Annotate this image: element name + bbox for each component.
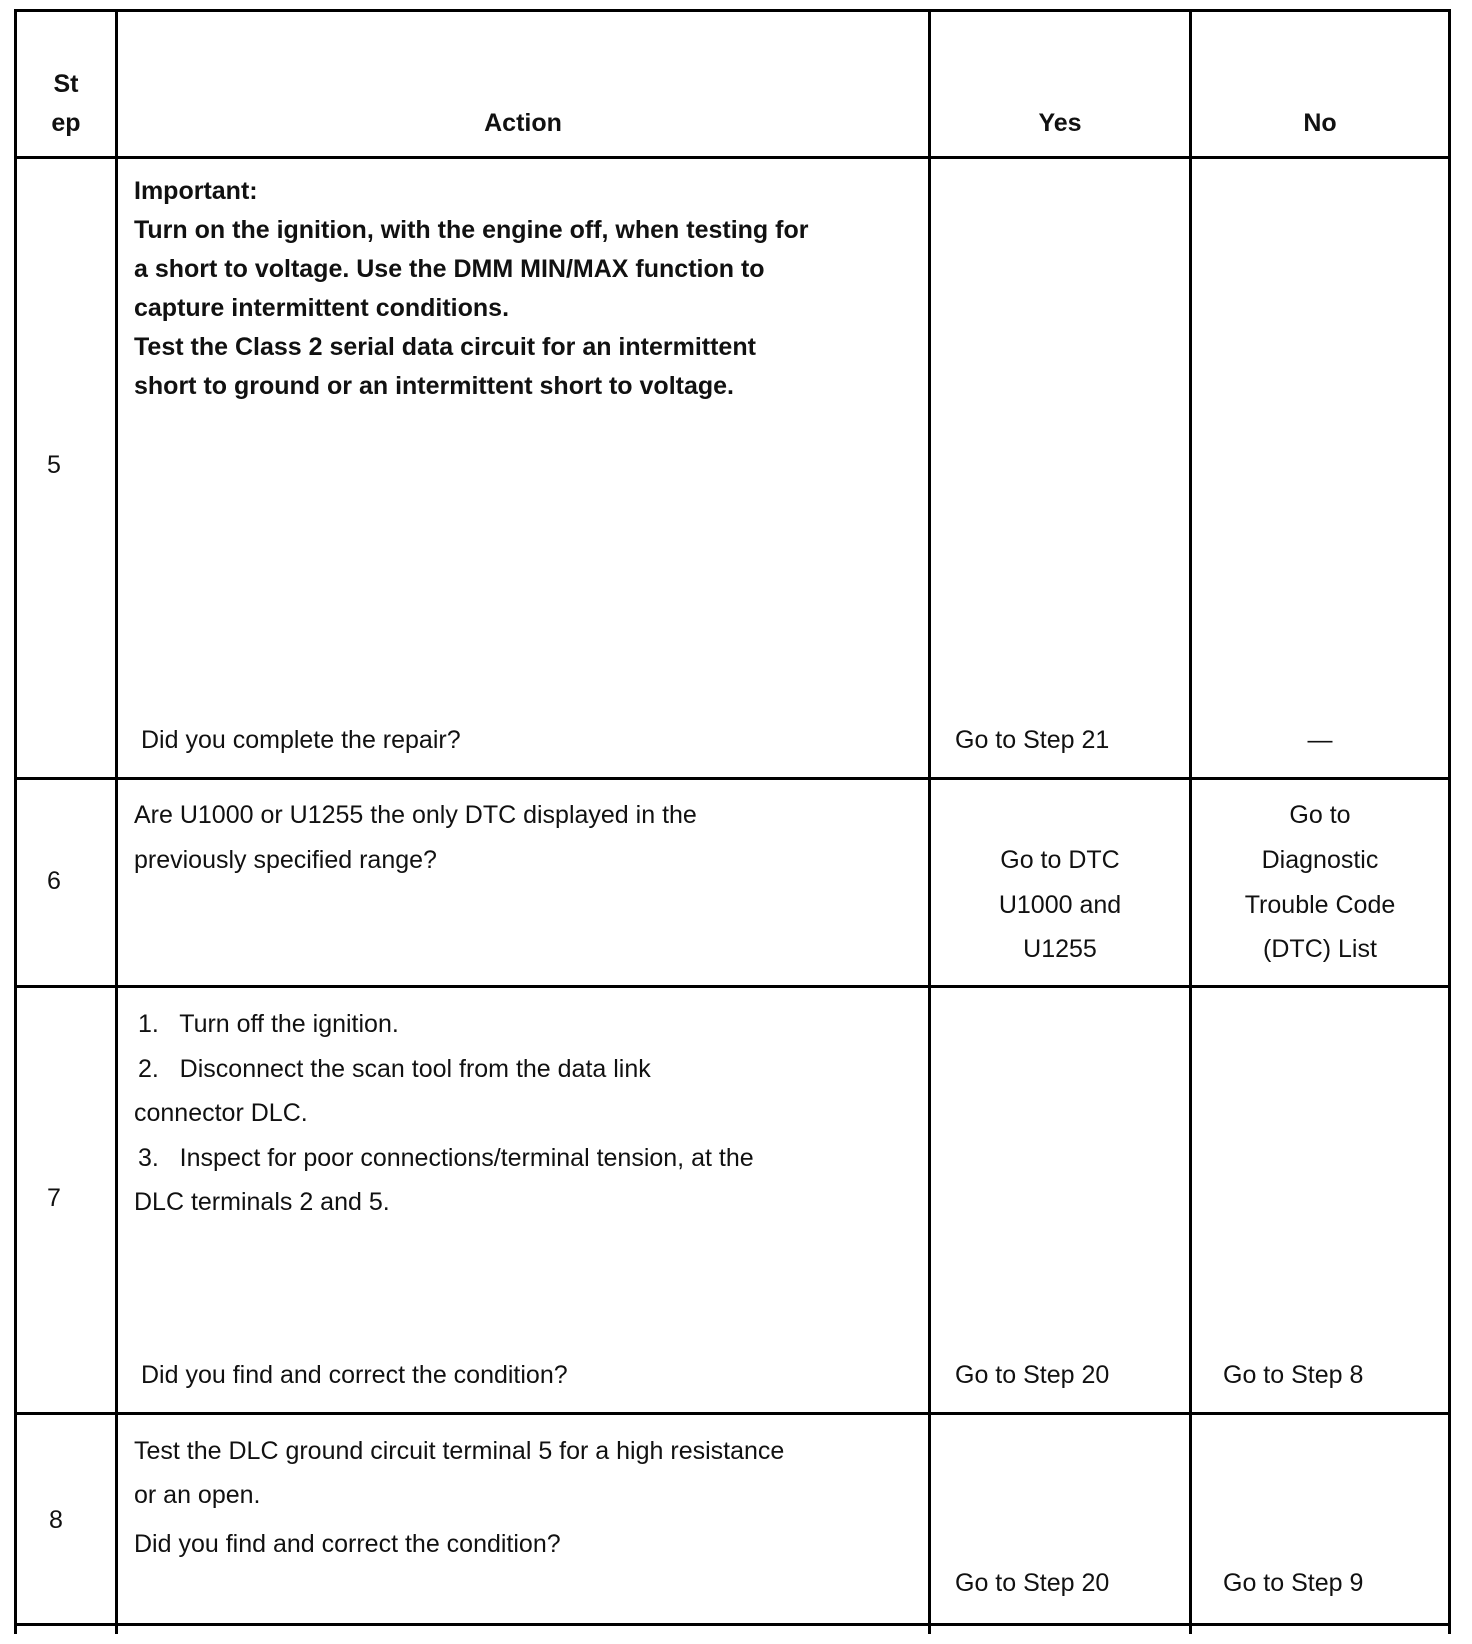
action-line: Test the Class 2 serial data circuit for an intermittent (134, 333, 756, 361)
column-divider-step-action (115, 9, 118, 1634)
action-line: 2. Disconnect the scan tool from the data link (138, 1055, 651, 1083)
no-result: — (1307, 726, 1333, 754)
action-line: capture intermittent conditions. (134, 294, 510, 322)
action-line: Turn on the ignition, with the engine off, when testing for (134, 216, 809, 244)
header-step-line1: St (53, 70, 79, 98)
row-divider-5-6 (14, 777, 1451, 780)
yes-result-line: U1000 and (998, 891, 1122, 919)
action-line: 3. Inspect for poor connections/terminal tension, at the (138, 1144, 754, 1172)
action-line: Test the DLC ground circuit terminal 5 for a high resistance (134, 1437, 785, 1465)
action-line: or an open. (134, 1481, 261, 1509)
action-line: connector DLC. (134, 1099, 308, 1127)
column-divider-action-yes (928, 9, 931, 1634)
action-line: short to ground or an intermittent short to voltage. (134, 372, 734, 400)
table-border-right (1448, 9, 1451, 1634)
action-question: Did you complete the repair? (141, 726, 461, 754)
yes-result-line: Go to DTC (1000, 846, 1120, 874)
header-no: No (1303, 109, 1337, 137)
yes-result: Go to Step 20 (955, 1569, 1110, 1597)
no-result: Go to Step 8 (1223, 1361, 1364, 1389)
action-question: Did you find and correct the condition? (141, 1361, 568, 1389)
header-yes: Yes (1038, 109, 1082, 137)
no-result-line: Trouble Code (1244, 891, 1396, 919)
row-divider-6-7 (14, 985, 1451, 988)
action-question: Did you find and correct the condition? (134, 1530, 561, 1558)
action-line: previously specified range? (134, 846, 437, 874)
header-action: Action (484, 109, 562, 137)
table-border-left (14, 9, 17, 1634)
no-result-line: Diagnostic (1261, 846, 1379, 874)
no-result-line: (DTC) List (1263, 935, 1377, 963)
row-divider-7-8 (14, 1412, 1451, 1415)
step-number: 7 (47, 1184, 61, 1212)
action-line: a short to voltage. Use the DMM MIN/MAX function to (134, 255, 765, 283)
step-number: 6 (47, 867, 61, 895)
yes-result: Go to Step 20 (955, 1361, 1110, 1389)
step-number: 8 (49, 1506, 63, 1534)
action-line: 1. Turn off the ignition. (138, 1010, 399, 1038)
table-border-bottom (14, 1623, 1451, 1626)
header-divider (14, 156, 1451, 159)
action-line: Important: (134, 177, 258, 205)
no-result-line: Go to (1289, 801, 1351, 829)
yes-result-line: U1255 (1023, 935, 1097, 963)
yes-result: Go to Step 21 (955, 726, 1110, 754)
step-number: 5 (47, 451, 61, 479)
table-border-top (14, 9, 1451, 12)
no-result: Go to Step 9 (1223, 1569, 1364, 1597)
action-line: Are U1000 or U1255 the only DTC displayed in the (134, 801, 697, 829)
action-line: DLC terminals 2 and 5. (134, 1188, 390, 1216)
header-step-line2: ep (51, 109, 81, 137)
